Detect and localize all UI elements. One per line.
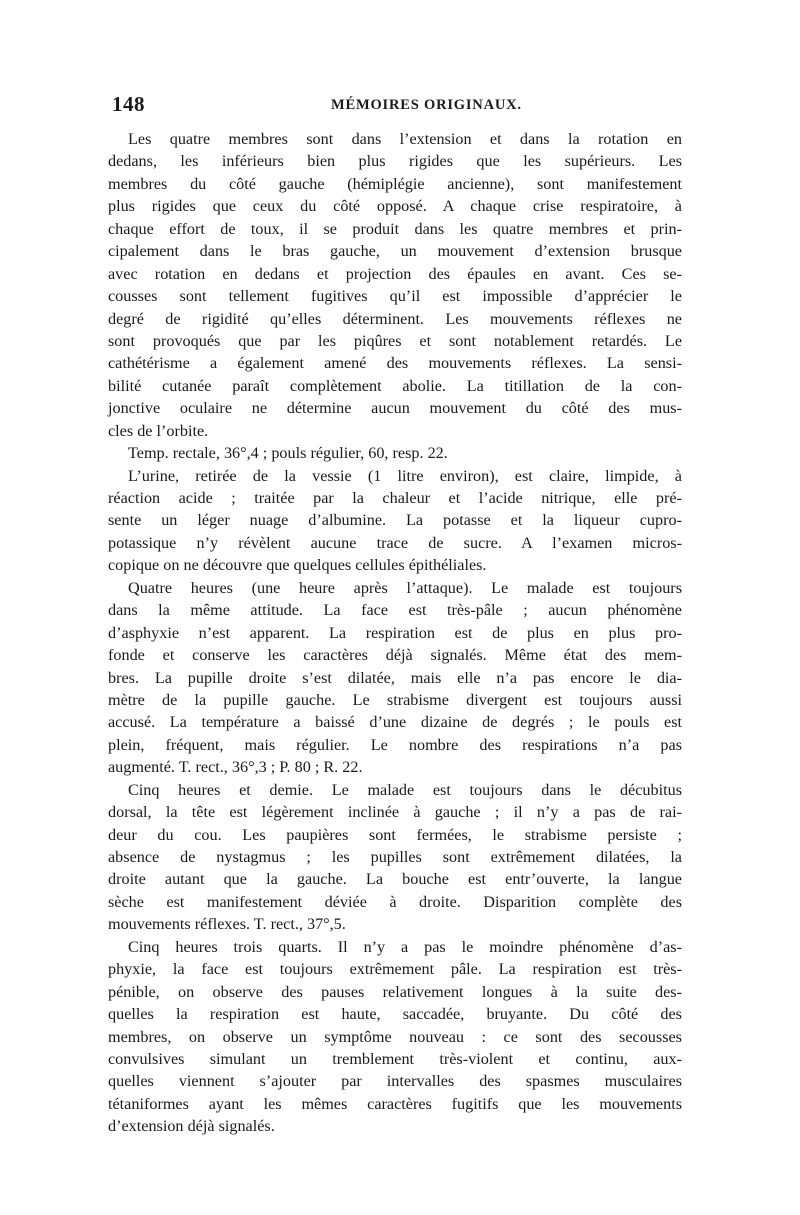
- text-line: mouvements réflexes. T. rect., 37°,5.: [108, 915, 346, 934]
- text-line: dorsal, la tête est légèrement inclinée à gauche ; il n’y a pas de rai-: [108, 803, 682, 822]
- text-line: cathétérisme a également amené des mouvements réflexes. La sensi-: [108, 354, 682, 373]
- text-line: copique on ne découvre que quelques cellules épithéliales.: [108, 556, 487, 575]
- text-line: membres du côté gauche (hémiplégie ancienne), sont manifestement: [108, 174, 682, 193]
- text-line: tétaniformes ayant les mêmes caractères fugitifs que les mouvements: [108, 1094, 682, 1113]
- text-line: pénible, on observe des pauses relativement longues à la suite des-: [108, 982, 682, 1001]
- body-text: [108, 128, 682, 1138]
- text-line: quelles la respiration est haute, saccadée, bruyante. Du côté des: [108, 1005, 682, 1024]
- text-line: d’extension déjà signalés.: [108, 1117, 275, 1136]
- text-line: membres, on observe un symptôme nouveau : ce sont des secousses: [108, 1027, 682, 1046]
- text-line: réaction acide ; traitée par la chaleur et l’acide nitrique, elle pré-: [108, 489, 682, 507]
- text-line: dans la même attitude. La face est très-pâle ; aucun phénomène: [108, 601, 682, 620]
- text-line: Les quatre membres sont dans l’extension et dans la rotation en: [128, 130, 682, 148]
- text-line: Temp. rectale, 36°,4 ; pouls régulier, 60, resp. 22.: [128, 444, 448, 463]
- text-line: augmenté. T. rect., 36°,3 ; P. 80 ; R. 22.: [108, 758, 363, 777]
- text-line: deur du cou. Les paupières sont fermées, le strabisme persiste ;: [108, 825, 682, 844]
- text-line: bres. La pupille droite s’est dilatée, mais elle n’a pas encore le dia-: [108, 668, 682, 687]
- text-line: avec rotation en dedans et projection des épaules en avant. Ces se-: [108, 264, 682, 283]
- running-title: MÉMOIRES ORIGINAUX.: [331, 97, 522, 113]
- text-line: quelles viennent s’ajouter par intervalles des spasmes musculaires: [108, 1072, 682, 1091]
- text-line: L’urine, retirée de la vessie (1 litre environ), est claire, limpide, à: [128, 466, 682, 485]
- text-line: sèche est manifestement déviée à droite. Disparition complète des: [108, 892, 682, 911]
- text-line: Cinq heures et demie. Le malade est toujours dans le décubitus: [128, 780, 682, 799]
- text-line: plus rigides que ceux du côté opposé. A chaque crise respiratoire, à: [108, 197, 682, 216]
- text-line: droite autant que la gauche. La bouche est entr’ouverte, la langue: [108, 870, 682, 889]
- text-line: accusé. La température a baissé d’une dizaine de degrés ; le pouls est: [108, 713, 682, 732]
- text-line: sente un léger nuage d’albumine. La potasse et la liqueur cupro-: [108, 511, 682, 530]
- text-line: chaque effort de toux, il se produit dans les quatre membres et prin-: [108, 219, 682, 238]
- page-number: 148: [112, 92, 145, 116]
- text-line: mètre de la pupille gauche. Le strabisme divergent est toujours aussi: [108, 690, 682, 709]
- text-line: Cinq heures trois quarts. Il n’y a pas le moindre phénomène d’as-: [128, 937, 682, 956]
- text-line: jonctive oculaire ne détermine aucun mouvement du côté des mus-: [108, 399, 682, 418]
- text-line: phyxie, la face est toujours extrêmement pâle. La respiration est très-: [108, 960, 682, 979]
- text-line: degré de rigidité qu’elles déterminent. Les mouvements réflexes ne: [108, 309, 682, 328]
- text-line: convulsives simulant un tremblement très-violent et continu, aux-: [108, 1049, 682, 1068]
- text-line: fonde et conserve les caractères déjà signalés. Même état des mem-: [108, 646, 682, 665]
- text-line: d’asphyxie n’est apparent. La respiration est de plus en plus pro-: [108, 623, 682, 642]
- text-line: cles de l’orbite.: [108, 421, 209, 440]
- text-line: potassique n’y révèlent aucune trace de sucre. A l’examen micros-: [108, 533, 682, 552]
- text-line: sont provoqués que par les piqûres et sont notablement retardés. Le: [108, 331, 682, 350]
- text-line: cipalement dans le bras gauche, un mouvement d’extension brusque: [108, 242, 682, 261]
- text-line: cousses sont tellement fugitives qu’il est impossible d’apprécier le: [108, 287, 682, 306]
- text-line: bilité cutanée paraît complètement abolie. La titillation de la con-: [108, 376, 682, 395]
- text-line: dedans, les inférieurs bien plus rigides que les supérieurs. Les: [108, 152, 682, 171]
- text-line: absence de nystagmus ; les pupilles sont extrêmement dilatées, la: [108, 848, 682, 866]
- running-head: [112, 92, 686, 122]
- text-line: Quatre heures (une heure après l’attaque). Le malade est toujours: [128, 578, 682, 597]
- text-line: plein, fréquent, mais régulier. Le nombre des respirations n’a pas: [108, 735, 682, 754]
